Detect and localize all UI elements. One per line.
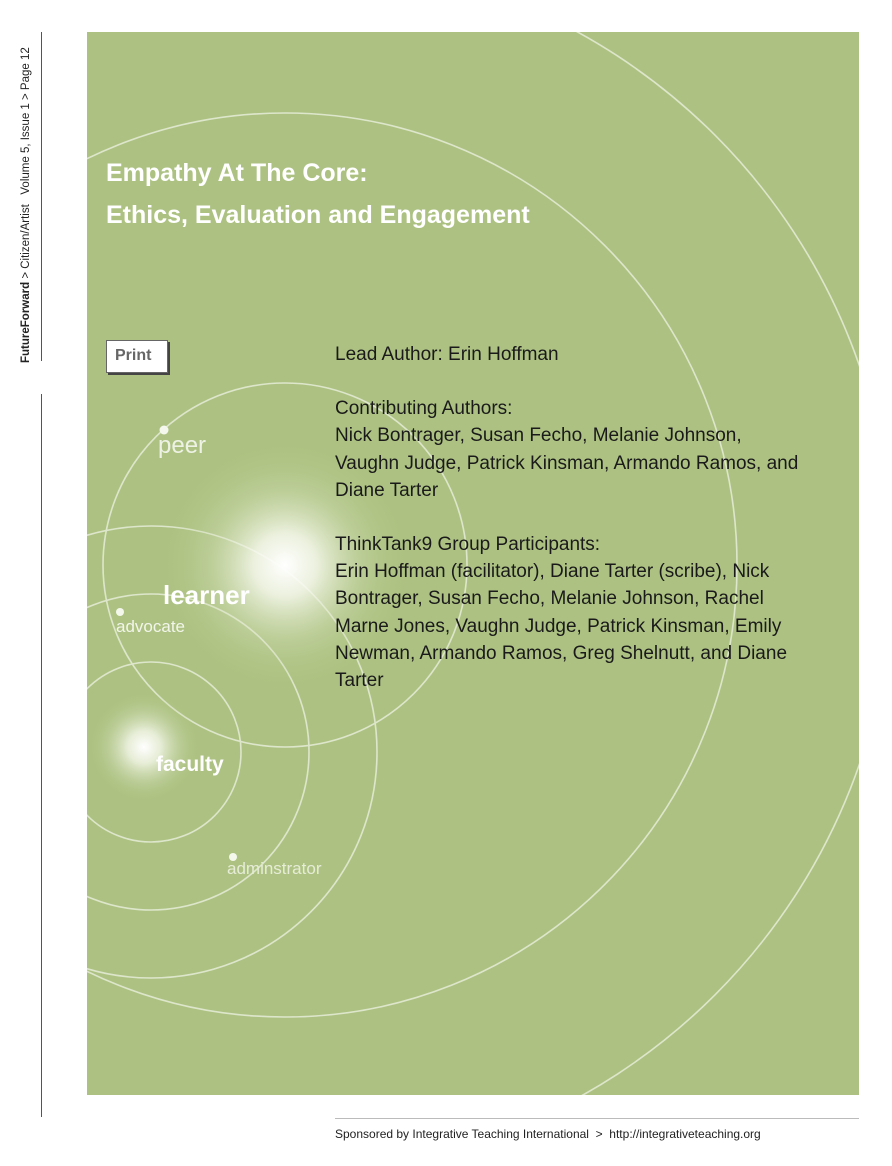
spine-divider-bottom [41, 394, 42, 1117]
cover-panel [87, 32, 859, 1095]
diagram-label-administrator: adminstrator [227, 859, 322, 878]
footer-url-link[interactable]: http://integrativeteaching.org [609, 1127, 761, 1141]
spine-divider-top [41, 32, 42, 361]
spine-sep: > [20, 268, 32, 282]
footer [335, 1127, 761, 1141]
spine-page: Page 12 [20, 47, 32, 91]
spine-section: Citizen/Artist [20, 204, 32, 269]
faculty-glow [89, 692, 199, 802]
spine-brand: FutureForward [20, 281, 32, 363]
advocate-dot [116, 608, 124, 616]
group-participants-names: Erin Hoffman (facilitator), Diane Tarter (scribe), Nick Bontrager, Susan Fecho, Melanie Johnson, Rachel Marne Jones, Vaughn Judge, Patrick Kinsman, Emily Newman, Armando Ramos, Greg Shelnutt, and Diane Tarter [335, 561, 788, 692]
diagram-label-faculty: faculty [156, 753, 224, 776]
diagram-label-advocate: advocate [116, 617, 185, 636]
group-participants-label: ThinkTank9 Group Participants: [335, 534, 601, 556]
spine-breadcrumb: FutureForward > Citizen/Artist Volume 5, Issue 1 > Page 12 [20, 47, 32, 363]
contributing-authors-names: Nick Bontrager, Susan Fecho, Melanie Johnson, Vaughn Judge, Patrick Kinsman, Armando Ramos, and Diane Tarter [335, 425, 799, 501]
page-title [106, 152, 530, 236]
print-button[interactable]: Print [106, 340, 168, 373]
footer-sep: > [588, 1127, 610, 1141]
spine-issue: Volume 5, Issue 1 [20, 103, 32, 195]
diagram-label-peer: peer [158, 432, 207, 459]
title-line-2: Ethics, Evaluation and Engagement [106, 201, 530, 229]
footer-sponsor: Sponsored by Integrative Teaching International [335, 1127, 589, 1141]
contributing-authors-label: Contributing Authors: [335, 398, 513, 420]
group-participants [335, 531, 805, 694]
footer-divider [335, 1118, 859, 1119]
credits-block [335, 341, 805, 721]
title-line-1: Empathy At The Core: [106, 159, 368, 187]
lead-author: Lead Author: Erin Hoffman [335, 344, 559, 365]
diagram-label-learner: learner [163, 580, 250, 610]
contributing-authors [335, 395, 805, 504]
